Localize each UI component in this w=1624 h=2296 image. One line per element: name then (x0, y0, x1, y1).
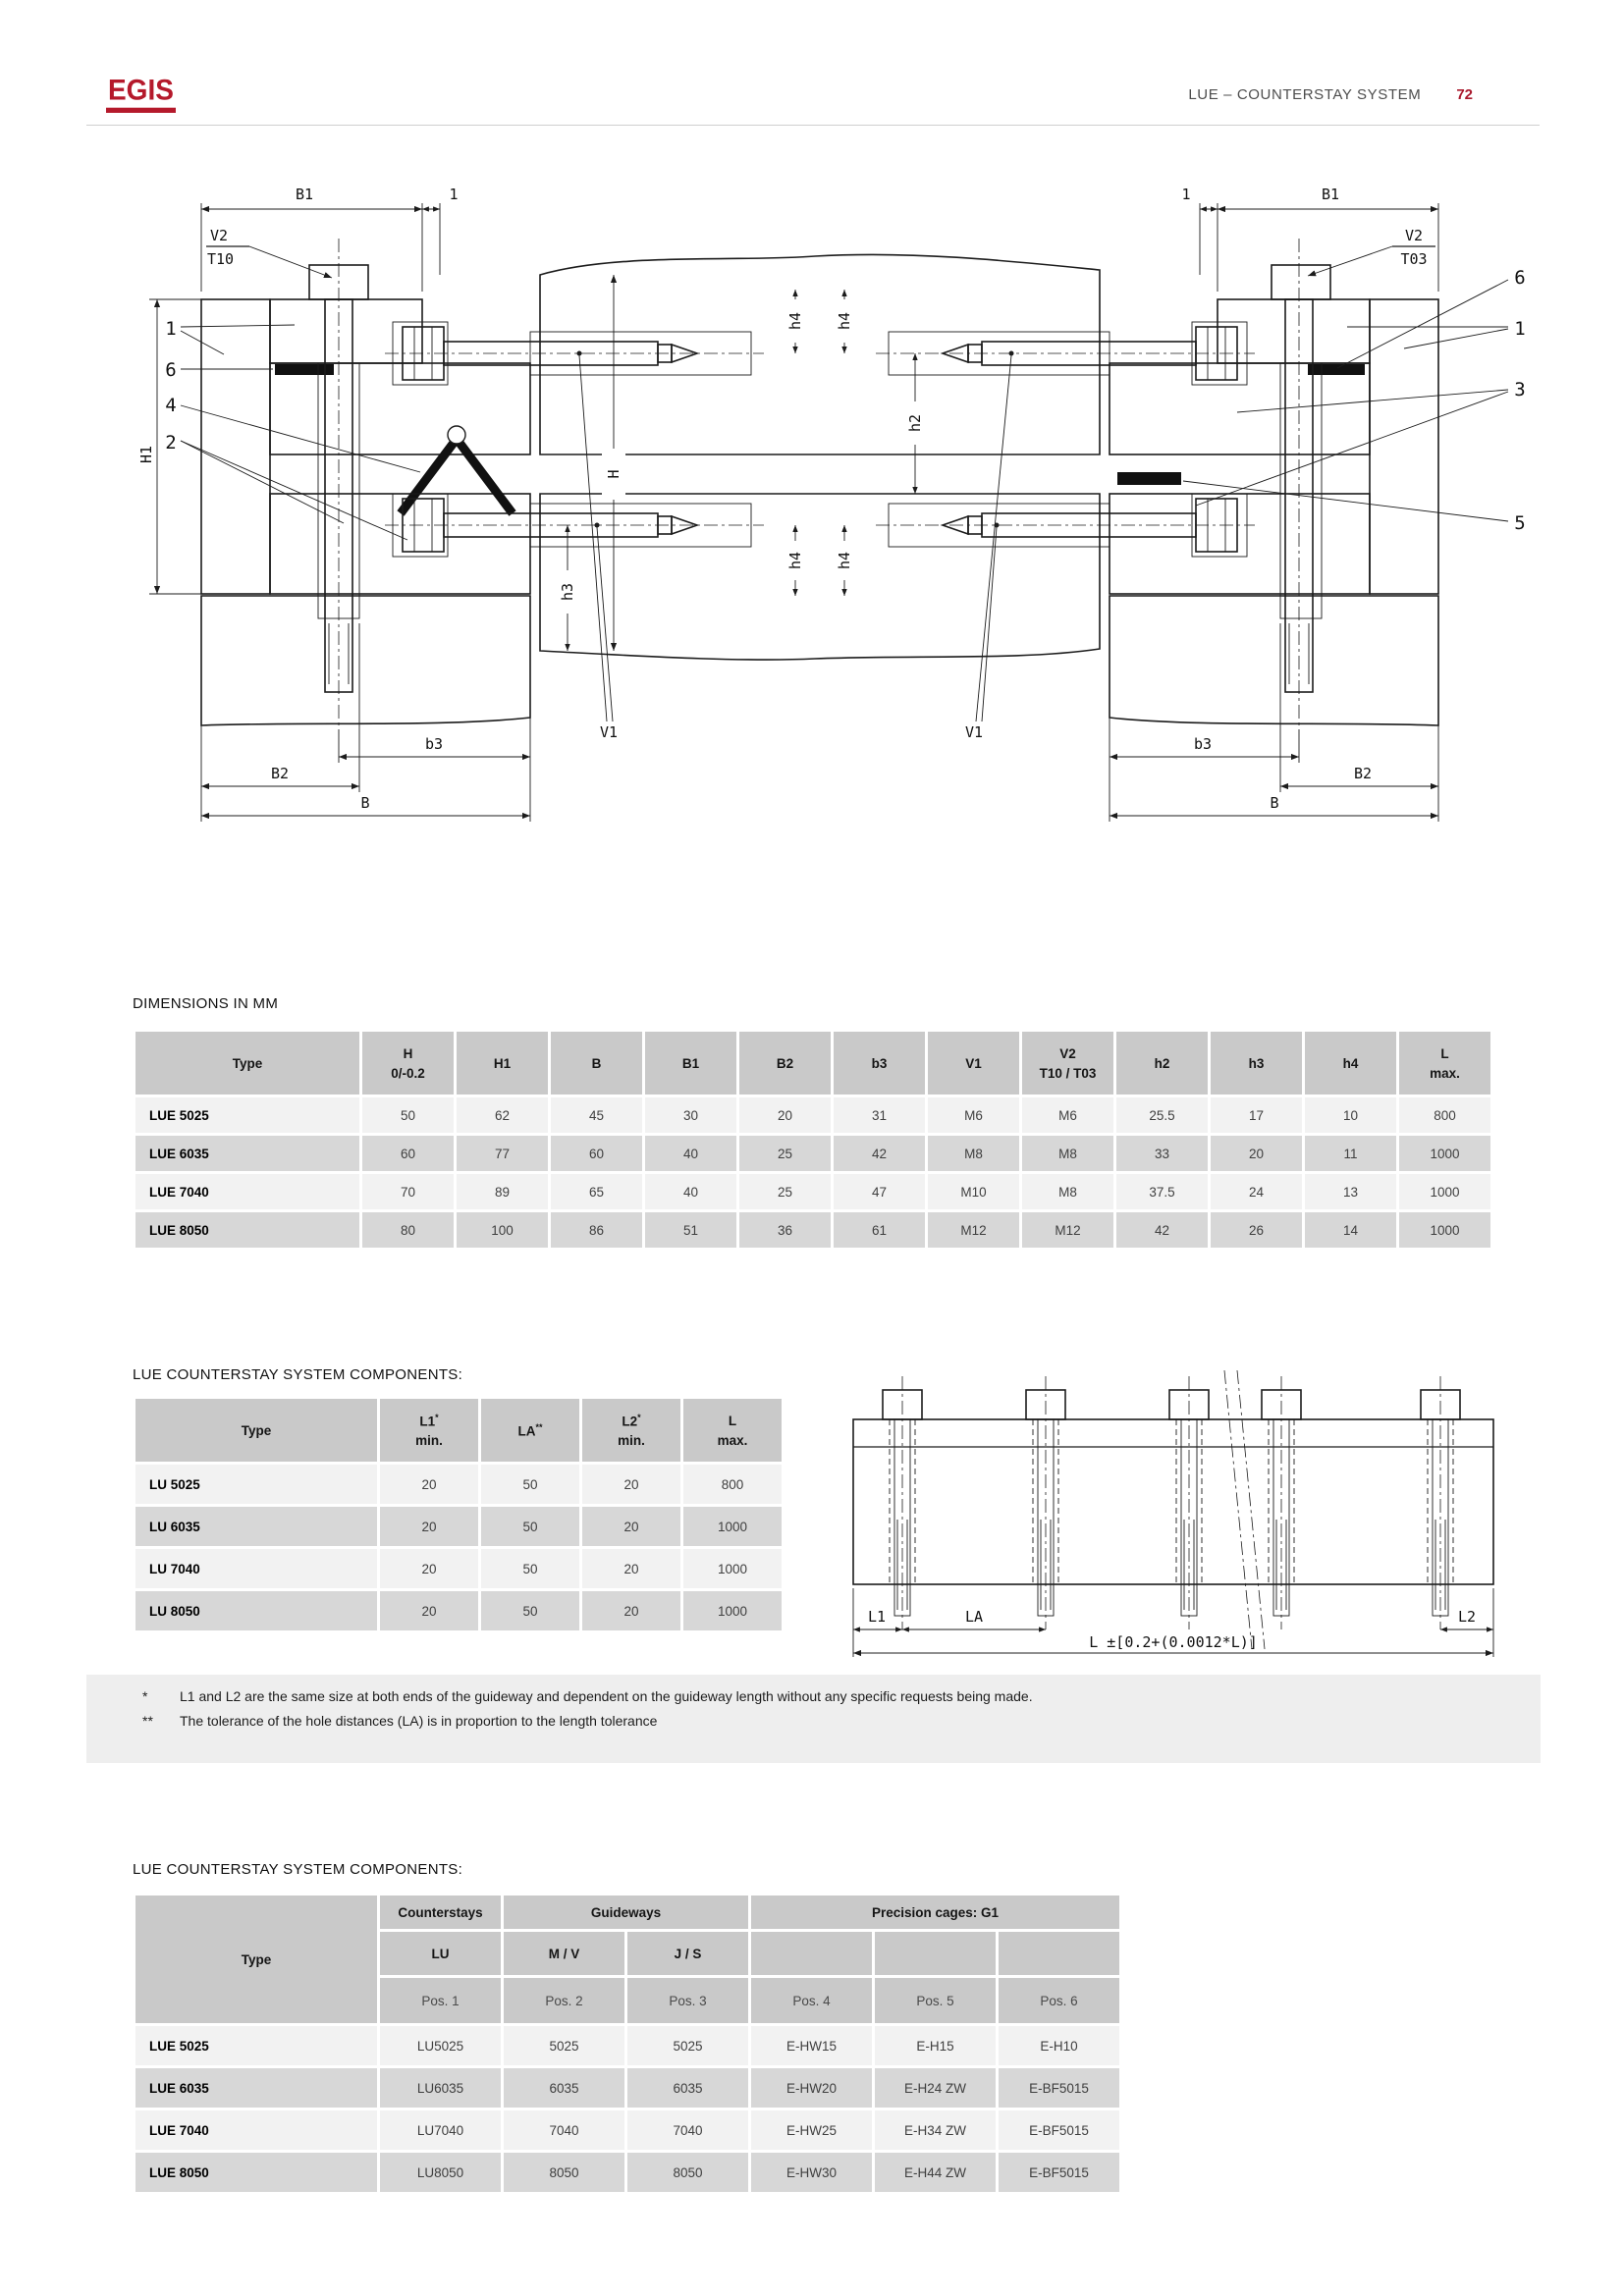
left-top-plate (270, 299, 422, 363)
col-header-b: B (551, 1032, 642, 1095)
t03-label: T03 (1400, 250, 1428, 268)
pos-header-4: Pos. 4 (751, 1978, 872, 2023)
dim-label-h1: H1 (137, 445, 155, 464)
type-cell: LUE 8050 (135, 1212, 359, 1248)
dim-label-h2: h2 (906, 413, 924, 433)
type-cell: LU 7040 (135, 1549, 377, 1588)
dim-label-b2-right: B2 (1353, 765, 1373, 782)
dim-label-b1-right: B1 (1321, 186, 1340, 203)
dim-label-h4-br: h4 (836, 551, 853, 570)
page-header (0, 86, 1473, 103)
guideway-bolts (883, 1376, 1460, 1629)
type-cell: LUE 7040 (135, 1174, 359, 1209)
footnote (86, 1713, 1541, 1729)
type-cell: LUE 5025 (135, 1097, 359, 1133)
col-header-l: L max. (1399, 1032, 1490, 1095)
right-top-plate (1218, 299, 1370, 363)
dim-label-h3: h3 (559, 582, 576, 602)
table-row: LUE 5025 50 62 45 30 20 31 M6 M6 25.5 17 10 800 (135, 1097, 1490, 1133)
table-row: LU 8050 20 50 20 1000 (135, 1591, 782, 1630)
pos-header-5: Pos. 5 (875, 1978, 996, 2023)
egis-logo: EGIS (106, 74, 176, 113)
drawing-geometry (137, 186, 1526, 822)
type-cell: LUE 6035 (135, 2068, 377, 2108)
page-number: 72 (1456, 86, 1473, 103)
header-divider (86, 125, 1540, 126)
break-line (1237, 1370, 1265, 1649)
sub-header-js: J / S (627, 1932, 748, 1975)
guideway-bar (853, 1419, 1493, 1584)
callout-4: 4 (165, 395, 177, 416)
col-header-l1min: L1* min. (380, 1399, 478, 1462)
v1-label-right: V1 (964, 723, 984, 741)
footnote-marker: * (142, 1688, 148, 1704)
col-header-type: Type (135, 1032, 359, 1095)
right-vertical-bolt-head (1272, 265, 1330, 299)
callout-5: 5 (1514, 512, 1526, 534)
right-top-seal-strip (1308, 364, 1365, 375)
pos-header-3: Pos. 3 (627, 1978, 748, 2023)
dim-label-b3-left: b3 (424, 735, 444, 753)
table-row: LUE 8050 80 100 86 51 36 61 M12 M12 42 26 14 1000 (135, 1212, 1490, 1248)
prism-pin (448, 426, 465, 444)
right-body-upper (1110, 363, 1370, 454)
footnote-text: The tolerance of the hole distances (LA) is in proportion to the length tolerance (180, 1713, 658, 1729)
v1-label-left: V1 (599, 723, 619, 741)
components-table-header (135, 1399, 782, 1462)
dim-label-b-right: B (1270, 794, 1279, 812)
col-header-v1: V1 (928, 1032, 1019, 1095)
col-header-l2min: L2* min. (582, 1399, 680, 1462)
bed-left-wing (201, 596, 530, 725)
table-row: LUE 5025 LU5025 5025 5025 E-HW15 E-H15 E-H10 (135, 2026, 1119, 2065)
callout-1-left: 1 (165, 318, 177, 340)
dim-label-1-left: 1 (449, 186, 459, 203)
dimensions-heading: DIMENSIONS IN MM (133, 995, 279, 1012)
col-header-h3: h3 (1211, 1032, 1302, 1095)
footnotes-box (86, 1675, 1541, 1763)
pos-header-6: Pos. 6 (999, 1978, 1119, 2023)
type-cell: LUE 6035 (135, 1136, 359, 1171)
bed-bottom-slab (540, 494, 1100, 660)
dimensions-table (133, 1029, 1493, 1251)
right-mid-seal-strip (1117, 472, 1181, 485)
table-row: LUE 7040 70 89 65 40 25 47 M10 M8 37.5 24 13 1000 (135, 1174, 1490, 1209)
type-cell: LUE 7040 (135, 2110, 377, 2150)
v2-label-right: V2 (1404, 227, 1424, 244)
group-header-row (135, 1896, 1119, 1929)
type-cell: LUE 8050 (135, 2153, 377, 2192)
sub-header-empty (875, 1932, 996, 1975)
dim-label-b3-right: b3 (1193, 735, 1213, 753)
col-header-h1: H1 (457, 1032, 548, 1095)
footnote-marker: ** (142, 1713, 153, 1729)
col-header-h: H 0/-0.2 (362, 1032, 454, 1095)
t10-label: T10 (207, 250, 235, 268)
table-row: LUE 8050 LU8050 8050 8050 E-HW30 E-H44 ZW E-BF5015 (135, 2153, 1119, 2192)
group-header-precision-cages: Precision cages: G1 (751, 1896, 1119, 1929)
dimensions-table-header (135, 1032, 1490, 1095)
break-line (1224, 1370, 1252, 1649)
sub-header-lu: LU (380, 1932, 501, 1975)
table-row: LU 5025 20 50 20 800 (135, 1465, 782, 1504)
col-header-h4: h4 (1305, 1032, 1396, 1095)
table-row: LU 7040 20 50 20 1000 (135, 1549, 782, 1588)
dim-label-h4-tl: h4 (786, 311, 804, 331)
dim-label-l-tolerance: L ±[0.2+(0.0012*L)] (1089, 1633, 1258, 1651)
dim-label-b1-left: B1 (295, 186, 314, 203)
dim-label-b-left: B (360, 794, 370, 812)
dim-label-l2: L2 (1457, 1608, 1477, 1626)
v2-label-left: V2 (210, 227, 229, 244)
right-body-lower (1110, 494, 1370, 594)
col-header-la: LA** (481, 1399, 579, 1462)
table-row: LUE 6035 60 77 60 40 25 42 M8 M8 33 20 11 1000 (135, 1136, 1490, 1171)
dim-label-b2-left: B2 (270, 765, 290, 782)
group-header-guideways: Guideways (504, 1896, 748, 1929)
type-cell: LU 8050 (135, 1591, 377, 1630)
sub-header-empty (751, 1932, 872, 1975)
col-header-b1: B1 (645, 1032, 736, 1095)
dim-label-1-right: 1 (1181, 186, 1191, 203)
col-header-type: Type (135, 1896, 377, 2023)
group-header-counterstays: Counterstays (380, 1896, 501, 1929)
dim-label-h4-bl: h4 (786, 551, 804, 570)
type-cell: LU 6035 (135, 1507, 377, 1546)
col-header-v2: V2 T10 / T03 (1022, 1032, 1113, 1095)
technical-drawing (108, 162, 1600, 849)
table-row: LUE 6035 LU6035 6035 6035 E-HW20 E-H24 ZW E-BF5015 (135, 2068, 1119, 2108)
col-header-b2: B2 (739, 1032, 831, 1095)
components-heading: LUE COUNTERSTAY SYSTEM COMPONENTS: (133, 1366, 463, 1383)
table-row: LU 6035 20 50 20 1000 (135, 1507, 782, 1546)
footnote-text: L1 and L2 are the same size at both ends of the guideway and dependent on the guideway length without any specific requests being made. (180, 1688, 1033, 1704)
dim-label-l1: L1 (867, 1608, 887, 1626)
dim-label-h: H (605, 469, 623, 479)
components-heading-2: LUE COUNTERSTAY SYSTEM COMPONENTS: (133, 1861, 463, 1878)
bed-right-wing (1110, 596, 1438, 725)
callout-2: 2 (165, 432, 177, 454)
col-header-b3: b3 (834, 1032, 925, 1095)
left-clamp-plate (201, 299, 270, 594)
pos-header-1: Pos. 1 (380, 1978, 501, 2023)
guideway-drawing (839, 1362, 1537, 1662)
components-table-2 (133, 1893, 1122, 2195)
col-header-lmax: L max. (683, 1399, 782, 1462)
components-table (133, 1396, 785, 1633)
sub-header-empty (999, 1932, 1119, 1975)
dim-label-la: LA (964, 1608, 984, 1626)
type-cell: LUE 5025 (135, 2026, 377, 2065)
callout-3: 3 (1514, 379, 1526, 400)
callout-6-right: 6 (1514, 267, 1526, 289)
table-row: LUE 7040 LU7040 7040 7040 E-HW25 E-H34 ZW E-BF5015 (135, 2110, 1119, 2150)
callout-6-left: 6 (165, 359, 177, 381)
col-header-h2: h2 (1116, 1032, 1208, 1095)
footnote (86, 1688, 1541, 1704)
callout-1-right: 1 (1514, 318, 1526, 340)
pos-header-2: Pos. 2 (504, 1978, 624, 2023)
page-title: LUE – COUNTERSTAY SYSTEM (1188, 86, 1422, 103)
bed-top-slab (540, 254, 1100, 454)
dim-label-h4-tr: h4 (836, 311, 853, 331)
sub-header-mv: M / V (504, 1932, 624, 1975)
type-cell: LU 5025 (135, 1465, 377, 1504)
col-header-type: Type (135, 1399, 377, 1462)
